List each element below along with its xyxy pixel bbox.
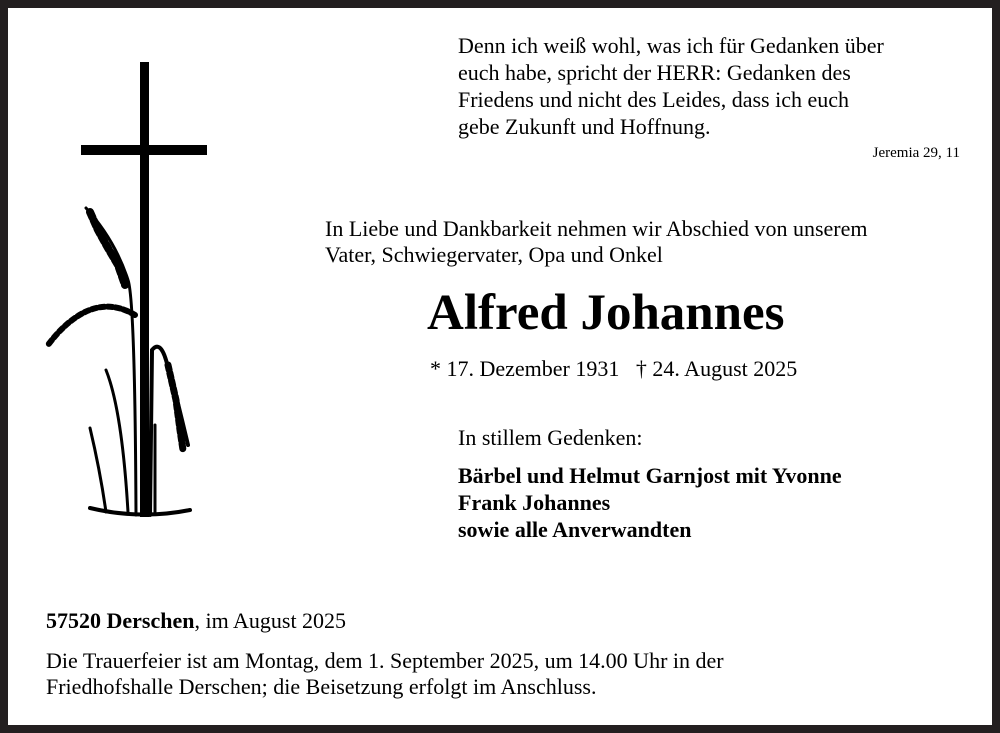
deceased-name: Alfred Johannes [427,285,785,341]
intro-text [325,216,868,268]
intro-line: In Liebe und Dankbarkeit nehmen wir Abschied von unserem [325,216,868,241]
verse-reference: Jeremia 29, 11 [872,145,960,161]
death-date: † 24. August 2025 [635,356,798,381]
place-date [46,608,346,634]
location: 57520 Derschen [46,608,195,633]
mourner: sowie alle Anverwandten [458,517,692,542]
service-line: Friedhofshalle Derschen; die Beisetzung erfolgt im Anschluss. [46,674,597,699]
life-dates [430,356,797,382]
bible-verse [458,32,884,140]
intro-line: Vater, Schwiegervater, Opa und Onkel [325,242,663,267]
verse-line: euch habe, spricht der HERR: Gedanken des [458,60,851,85]
date: , im August 2025 [194,608,347,633]
cross-with-wheat-icon [0,0,300,540]
mourner: Frank Johannes [458,490,611,515]
mourners-list [458,462,842,543]
mourner: Bärbel und Helmut Garnjost mit Yvonne [458,463,842,488]
service-info [46,648,724,700]
birth-date: * 17. Dezember 1931 [430,356,620,381]
service-line: Die Trauerfeier ist am Montag, dem 1. September 2025, um 14.00 Uhr in der [46,648,724,673]
mourners-heading: In stillem Gedenken: [458,425,643,450]
verse-line: gebe Zukunft und Hoffnung. [458,114,711,139]
verse-line: Friedens und nicht des Leides, dass ich euch [458,87,850,112]
verse-line: Denn ich weiß wohl, was ich für Gedanken über [458,33,884,58]
